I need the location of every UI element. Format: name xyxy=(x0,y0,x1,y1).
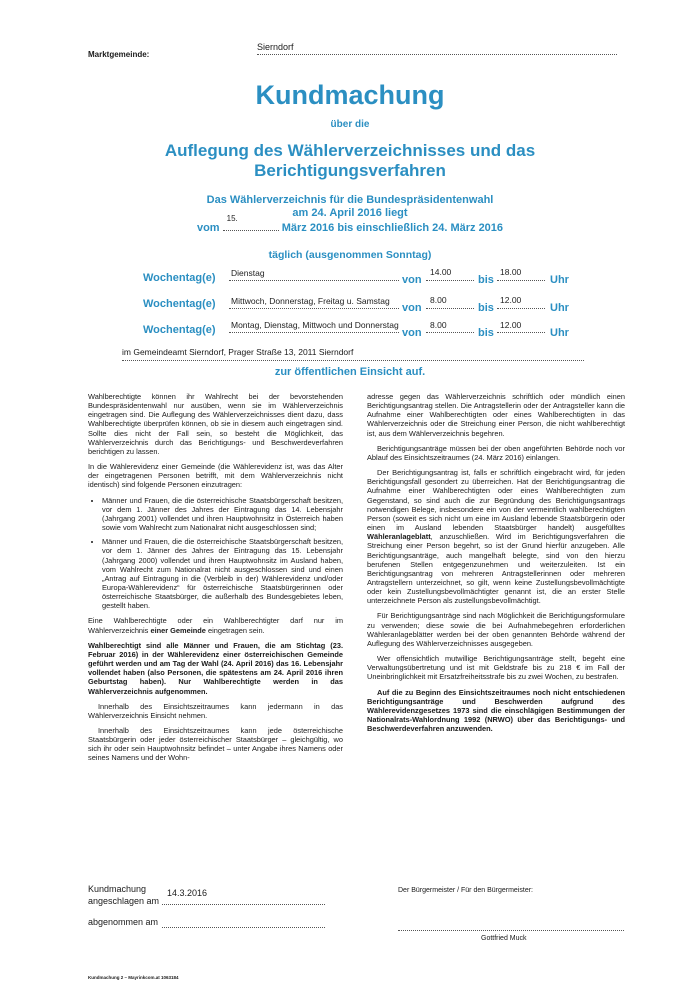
mayor-label: Der Bürgermeister / Für den Bürgermeister: xyxy=(398,887,533,894)
list-item: • Männer und Frauen, die die österreichische Staatsbürgerschaft besitzen, vor dem 1. Jänner des Jahres der Eintragung das 14. Lebensjahr (Jahrgang 2001) vollendet und ihren Hauptwohnsitz in Österreich haben sowie vom Wahlrecht zum Nationalrat nicht ausgeschlossen sind; xyxy=(102,496,343,533)
intro-day-value: 15. xyxy=(226,214,238,223)
footnote: Kundmachung 2 – Mayrinkcom.at 1063184 xyxy=(88,975,179,980)
posted-label-1: Kundmachung xyxy=(88,884,147,894)
location-fill-line xyxy=(122,360,584,361)
paragraph: Berichtigungsanträge müssen bei der oben angeführten Behörde noch vor Ablauf des Einsichtszeitraumes (24. März 2016) einlangen. xyxy=(367,443,625,462)
body-column-right xyxy=(367,392,625,739)
paragraph: Innerhalb des Einsichtszeitraumes kann jede österreichische Staatsbürgerin oder jeder österreichischer Staatsbürger – gleichgültig, wo sich ihr oder sein Hauptwohnsitz befindet – unter Angabe ihres Namens oder seines Namens und der Wohn- xyxy=(88,726,343,763)
posted-date-value: 14.3.2016 xyxy=(167,888,208,898)
from-value: 14.00 xyxy=(430,267,452,277)
paragraph: Wer offensichtlich mutwillige Berichtigungsanträge stellt, begeht eine Verwaltungsübertretung und ist mit Geldstrafe bis zu 218 € im Fall der Uneinbringlichkeit mit Ersatzfreiheitsstrafe bis zu zwei Wochen, zu bestrafen. xyxy=(367,654,625,682)
from-value: 8.00 xyxy=(430,320,447,330)
weekday-fill-line xyxy=(229,332,399,333)
from-fill-line xyxy=(426,332,474,333)
intro-day-fill xyxy=(223,214,279,231)
page-subtitle: Auflegung des Wählerverzeichnisses und das Berichtigungsverfahren xyxy=(164,141,536,180)
paragraph: Innerhalb des Einsichtszeitraumes kann jedermann in das Wählerverzeichnis Einsicht nehmen. xyxy=(88,701,343,720)
municipality-fill-line xyxy=(257,54,617,55)
posted-fill-line xyxy=(162,904,325,905)
weekday-label: Wochentag(e) xyxy=(143,298,216,310)
to-label: bis xyxy=(478,327,494,339)
paragraph: Der Berichtigungsantrag ist, falls er schriftlich eingebracht wird, für jeden Berichtigungsfall gesondert zu überreichen. Hat der Berichtigungsantrag die Aufnahme einer Wahlberechtigten oder eines Wahlberechtigten zum Gegenstand, so sind auch die zur Begründung des Berichtigungsantrags notwendigen Belege, insbesondere ein von der vermeintlich wahlberechtigten Person (soweit es sich nicht um eine im Ausland lebende Staatsbürgerin oder einen im Ausland lebenden Staatsbürger handelt) ausgefülltes Wähleranlageblatt, anzuschließen. Wird im Berichtigungsverfahren die Streichung einer Person begehrt, so ist der Grund hierfür anzugeben. Alle Berichtigungsanträge, auch mangelhaft belegte, sind von den hierzu berufenen Stellen entgegenzunehmen und weiterzuleiten. Ist ein Berichtigungsantrag von mehreren Antragstellerinnen oder mehreren Antragstellern unterzeichnet, so gilt, wenn keine Zustellungsbevollmächtigte oder kein Zustellungsbevollmächtigter genannt ist, die an erster Stelle unterzeichnete Person als zustellungsbevollmächtigt. xyxy=(367,468,625,606)
location-text: im Gemeindeamt Sierndorf, Prager Straße 13, 2011 Sierndorf xyxy=(122,347,354,357)
list-item: • Männer und Frauen, die die österreichische Staatsbürgerschaft besitzen, vor dem 1. Jänner des Jahres der Eintragung das 15. Lebensjahr (Jahrgang 2000) vollendet und ihren Hauptwohnsitz im Ausland haben, vom Wahlrecht zum Nationalrat nicht ausgeschlossen sind und einen „Antrag auf Eintragung in die (Verbleib in der) Wählerevidenz und/oder Europa-Wählerevidenz“ für österreichische Staatsbürgerinnen oder österreichische Staatsbürger, die außerhalb des Bundesgebietes leben, gestellt haben. xyxy=(102,537,343,610)
daily-note: täglich (ausgenommen Sonntag) xyxy=(268,249,432,261)
removed-fill-line xyxy=(162,927,325,928)
uhr-label: Uhr xyxy=(550,302,569,314)
paragraph-bold: Wahlberechtigt sind alle Männer und Frauen, die am Stichtag (23. Februar 2016) in der Wählerevidenz einer österreichischen Gemeinde geführt werden und am Tag der Wahl (24. April 2016) das 16. Lebensjahr vollendet haben (also Personen, die spätestens am 24. April 2016 ihren Geburtstag haben). Nur Wahlberechtigte werden in das Wählerverzeichnis aufgenommen. xyxy=(88,640,343,696)
eligibility-list xyxy=(88,496,343,611)
paragraph: In die Wählerevidenz einer Gemeinde (die Wählerevidenz ist, was das Alter der eingetragenen Personen betrifft, mit dem Wählerverzeichnis nicht identisch) sind folgende Personen einzutragen: xyxy=(88,462,343,490)
removed-label: abgenommen am xyxy=(88,917,159,927)
to-fill-line xyxy=(497,280,545,281)
to-fill-line xyxy=(497,308,545,309)
from-label: von xyxy=(402,274,422,286)
from-value: 8.00 xyxy=(430,295,447,305)
weekday-value: Mittwoch, Donnerstag, Freitag u. Samstag xyxy=(231,296,390,306)
to-label: bis xyxy=(478,302,494,314)
uhr-label: Uhr xyxy=(550,327,569,339)
paragraph: Für Berichtigungsanträge sind nach Möglichkeit die Berichtigungsformulare zu verwenden; diese sowie die bei Aufnahmebegehren erforderlichen Wähleranlageblätter werden bei der oben genannten Behörde während der Auflegung des Wählerverzeichnisses ausgegeben. xyxy=(367,611,625,648)
page-title: Kundmachung xyxy=(255,80,445,110)
body-column-left xyxy=(88,392,343,769)
paragraph-bold: Auf die zu Beginn des Einsichtszeitraumes noch nicht entschiedenen Berichtigungsanträge und Beschwerden aufgrund des Wählerevidenzgesetzes 1973 sind die einschlägigen Bestimmungen der Nationalrats-Wahlordnung 1992 (NRWO) über das Berichtigungs- und Beschwerdeverfahren anzuwenden. xyxy=(367,687,625,734)
paragraph: Wahlberechtigte können ihr Wahlrecht bei der bevorstehenden Bundespräsidentenwahl nur ausüben, wenn sie im Wählerverzeichnis eingetragen sind. Die Auflegung des Wählerverzeichnisses dient dazu, dass Wahlberechtigte überprüfen können, ob sie in diesem auch eingetragen sind. Sollte dies nicht der Fall sein, so besteht die Möglichkeit, das Wählerverzeichnis durch das Berichtigungs- und Beschwerdeverfahren berichtigen zu lassen. xyxy=(88,392,343,456)
uhr-label: Uhr xyxy=(550,274,569,286)
from-label: von xyxy=(402,302,422,314)
to-value: 12.00 xyxy=(500,295,522,305)
from-label: von xyxy=(402,327,422,339)
posted-label-2: angeschlagen am xyxy=(88,896,160,906)
municipality-value: Sierndorf xyxy=(257,42,294,52)
municipality-label: Marktgemeinde: xyxy=(88,50,150,59)
paragraph: Eine Wahlberechtigte oder ein Wahlberechtigter darf nur im Wählerverzeichnis einer Gemeinde eingetragen sein. xyxy=(88,616,343,635)
to-fill-line xyxy=(497,332,545,333)
intro-line-1: Das Wählerverzeichnis für die Bundespräsidentenwahl xyxy=(206,194,494,206)
weekday-fill-line xyxy=(229,308,399,309)
paragraph: adresse gegen das Wählerverzeichnis schriftlich oder mündlich einen Berichtigungsantrag stellen. Die Antragstellerin oder der Antragsteller kann die Aufnahme einer Wahlberechtigten oder eines Wahlberechtigten in das Wählerverzeichnis oder die Streichung einer Person, die nicht wahlberechtigt ist, aus dem Wählerverzeichnis begehren. xyxy=(367,392,625,438)
mayor-name: Gottfried Muck xyxy=(481,935,527,942)
weekday-label: Wochentag(e) xyxy=(143,272,216,284)
weekday-fill-line xyxy=(229,280,399,281)
weekday-value: Dienstag xyxy=(231,268,265,278)
intro-line-2: am 24. April 2016 liegt xyxy=(292,207,408,219)
intro-line-3-rest: März 2016 bis einschließlich 24. März 2016 xyxy=(281,222,504,234)
public-inspection-note: zur öffentlichen Einsicht auf. xyxy=(274,366,426,378)
to-value: 18.00 xyxy=(500,267,522,277)
signature-line xyxy=(398,930,624,931)
from-fill-line xyxy=(426,308,474,309)
to-label: bis xyxy=(478,274,494,286)
weekday-label: Wochentag(e) xyxy=(143,324,216,336)
intro-line-3 xyxy=(150,214,550,235)
to-value: 12.00 xyxy=(500,320,522,330)
intro-block xyxy=(150,194,550,235)
weekday-value: Montag, Dienstag, Mittwoch und Donnerstag xyxy=(231,320,399,330)
from-fill-line xyxy=(426,280,474,281)
title-connector: über die xyxy=(330,119,370,130)
intro-vom: vom xyxy=(196,222,220,234)
